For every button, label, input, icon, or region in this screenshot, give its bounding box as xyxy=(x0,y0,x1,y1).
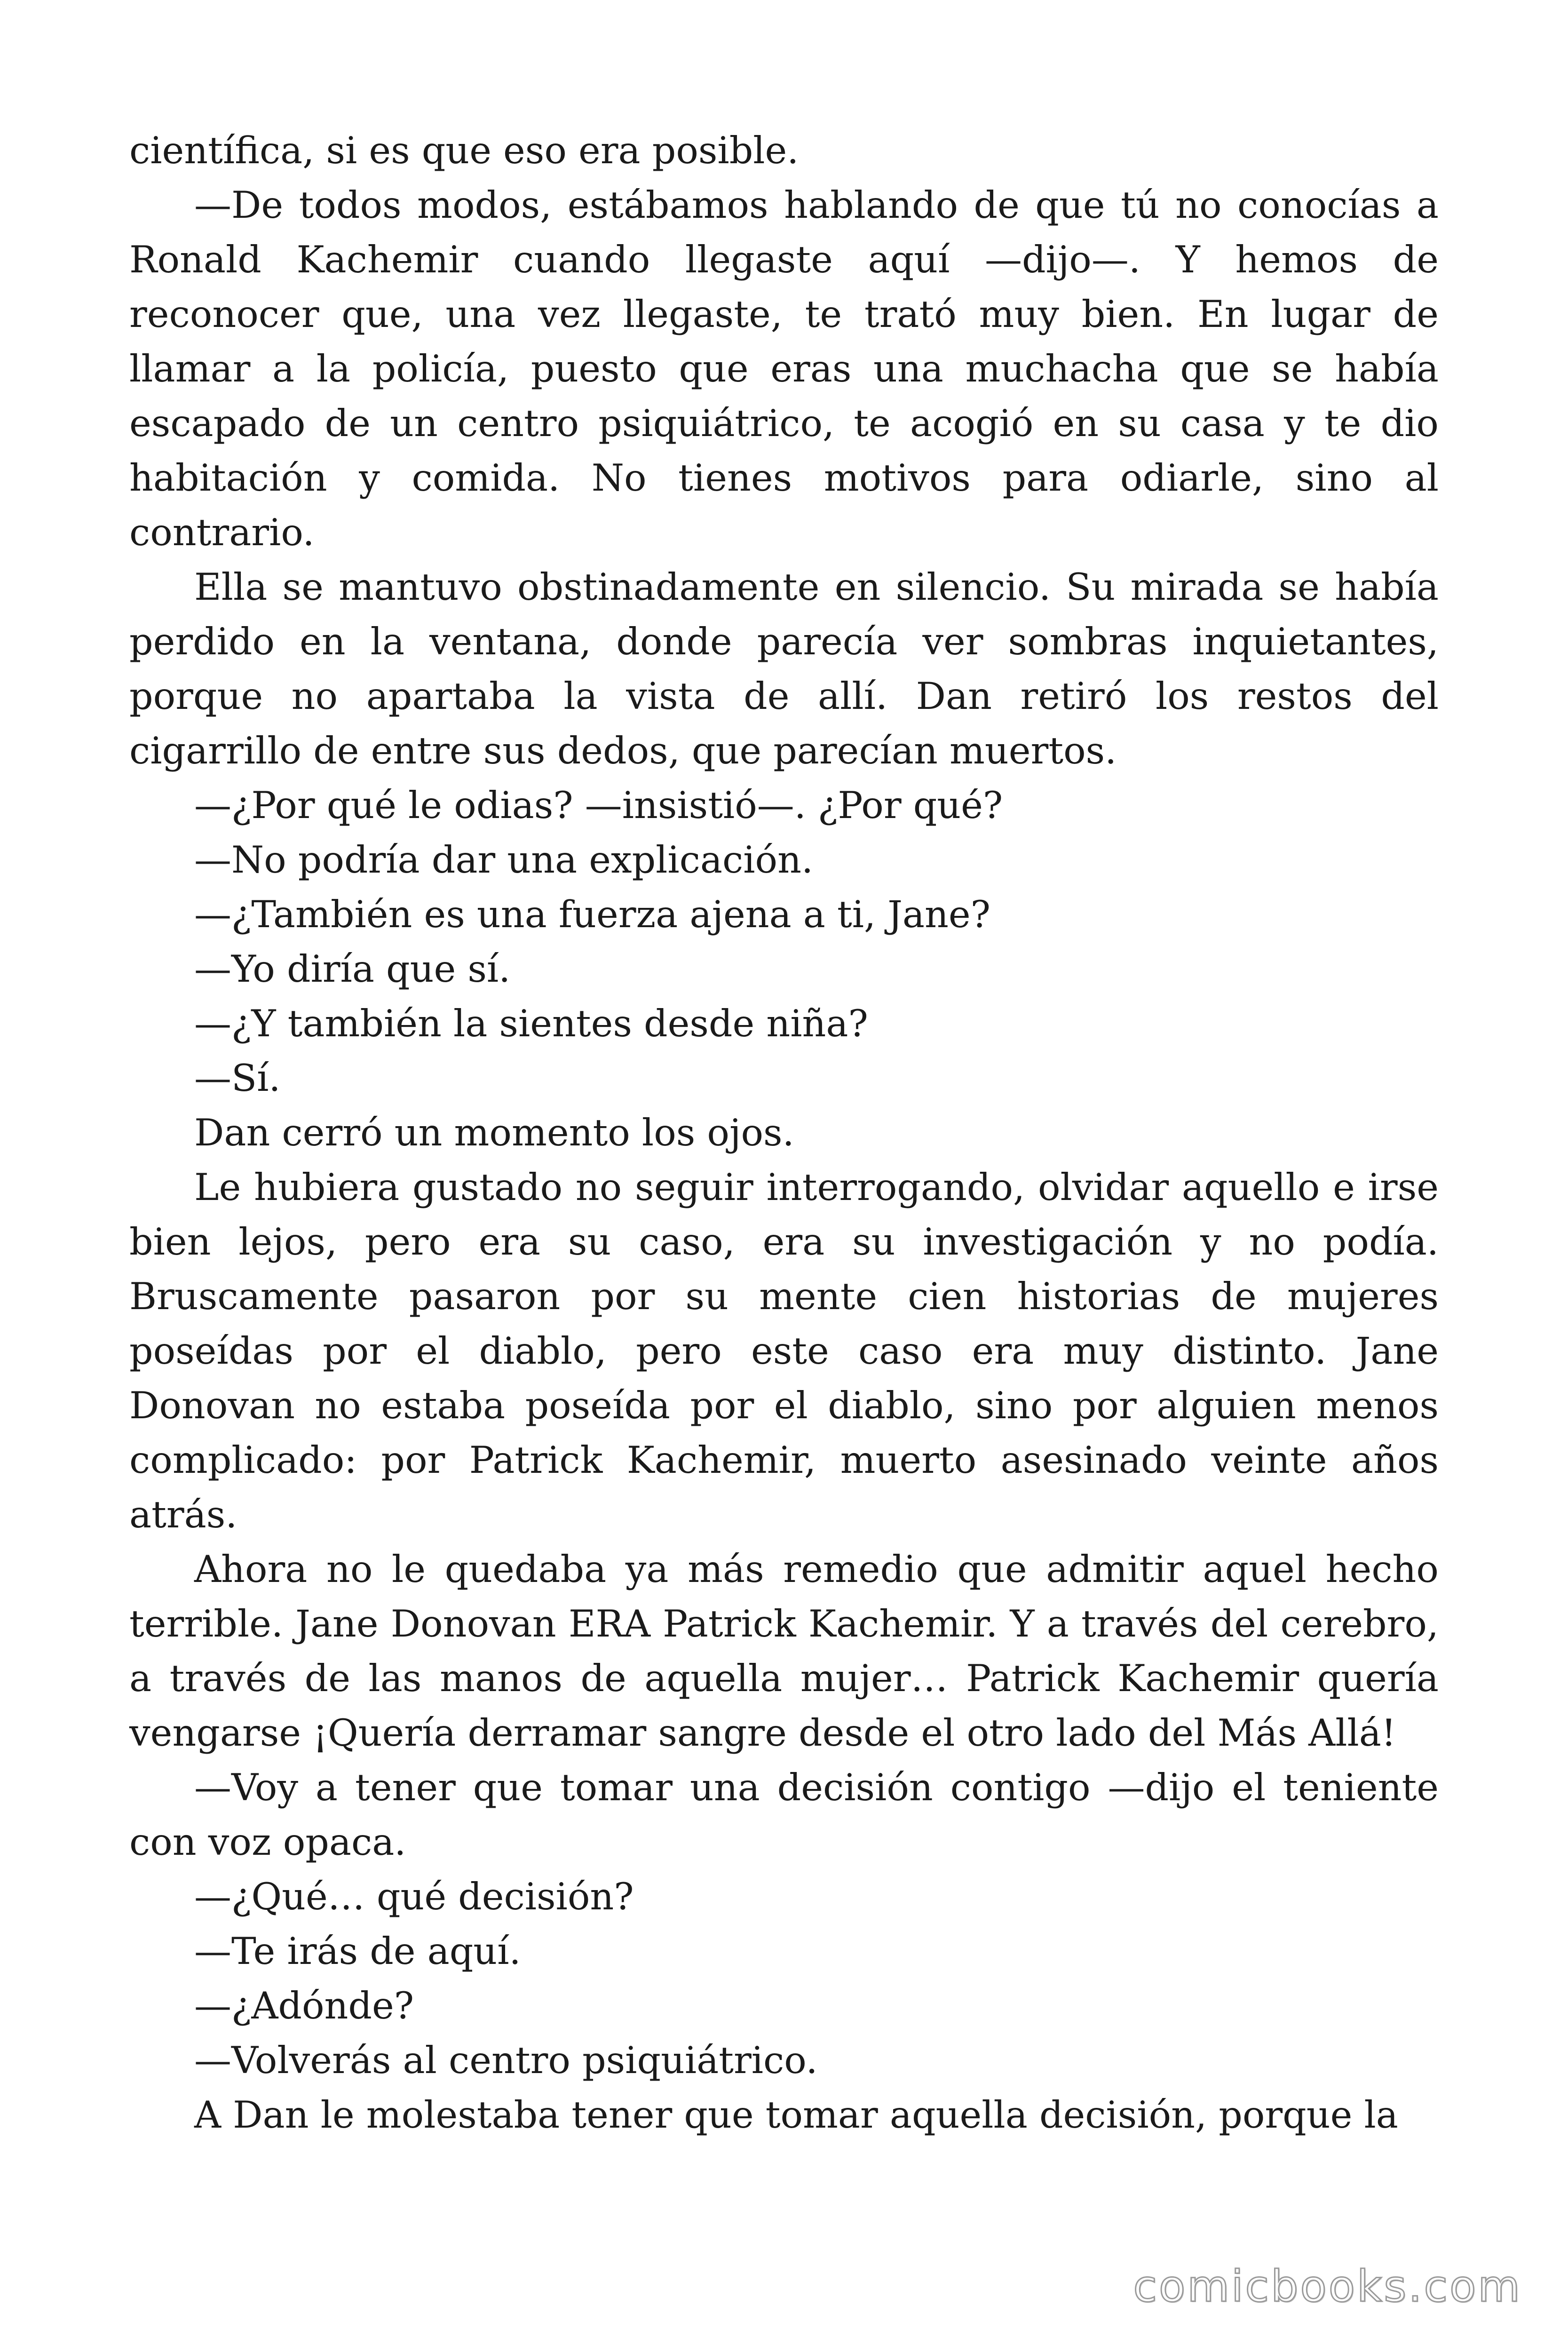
paragraph: Le hubiera gustado no seguir interrogando, olvidar aquello e irse bien lejos, pero era su caso, era su investigación y no podía. Bruscamente pasaron por su mente cien historias de mujeres poseídas por el diablo, pero este caso era muy distinto. Jane Donovan no estaba poseída por el diablo, sino por alguien menos complicado: por Patrick Kachemir, muerto asesinado veinte años atrás. xyxy=(129,1166,1439,1536)
paragraph: —No podría dar una explicación. xyxy=(194,838,814,882)
paragraph: científica, si es que eso era posible. xyxy=(129,129,799,172)
paragraph: —Te irás de aquí. xyxy=(194,1930,521,1973)
paragraph: —Sí. xyxy=(194,1057,281,1100)
watermark: comicbooks.com xyxy=(1133,2261,1522,2312)
paragraph: —¿Y también la sientes desde niña? xyxy=(194,1002,868,1045)
paragraph: —¿Por qué le odias? —insistió—. ¿Por qué? xyxy=(194,784,1003,827)
paragraph: A Dan le molestaba tener que tomar aquella decisión, porque la xyxy=(194,2093,1398,2137)
paragraph: —¿Qué… qué decisión? xyxy=(194,1875,634,1918)
paragraph: —Volverás al centro psiquiátrico. xyxy=(194,2039,818,2082)
page-body-text xyxy=(129,123,1439,2142)
paragraph: Dan cerró un momento los ojos. xyxy=(194,1111,794,1154)
paragraph: —¿También es una fuerza ajena a ti, Jane? xyxy=(194,893,990,936)
paragraph: —Voy a tener que tomar una decisión contigo —dijo el teniente con voz opaca. xyxy=(129,1766,1439,1864)
paragraph: —¿Adónde? xyxy=(194,1984,414,2027)
paragraph: —De todos modos, estábamos hablando de que tú no conocías a Ronald Kachemir cuando llegaste aquí —dijo—. Y hemos de reconocer que, una vez llegaste, te trató muy bien. En lugar de llamar a la policía, puesto que eras una muchacha que se había escapado de un centro psiquiátrico, te acogió en su casa y te dio habitación y comida. No tienes motivos para odiarle, sino al contrario. xyxy=(129,183,1439,554)
paragraph: Ella se mantuvo obstinadamente en silencio. Su mirada se había perdido en la ventana, donde parecía ver sombras inquietantes, porque no apartaba la vista de allí. Dan retiró los restos del cigarrillo de entre sus dedos, que parecían muertos. xyxy=(129,565,1439,772)
paragraph: Ahora no le quedaba ya más remedio que admitir aquel hecho terrible. Jane Donovan ERA Patrick Kachemir. Y a través del cerebro, a través de las manos de aquella mujer… Patrick Kachemir quería vengarse ¡Quería derramar sangre desde el otro lado del Más Allá! xyxy=(129,1548,1439,1755)
paragraph: —Yo diría que sí. xyxy=(194,947,511,991)
